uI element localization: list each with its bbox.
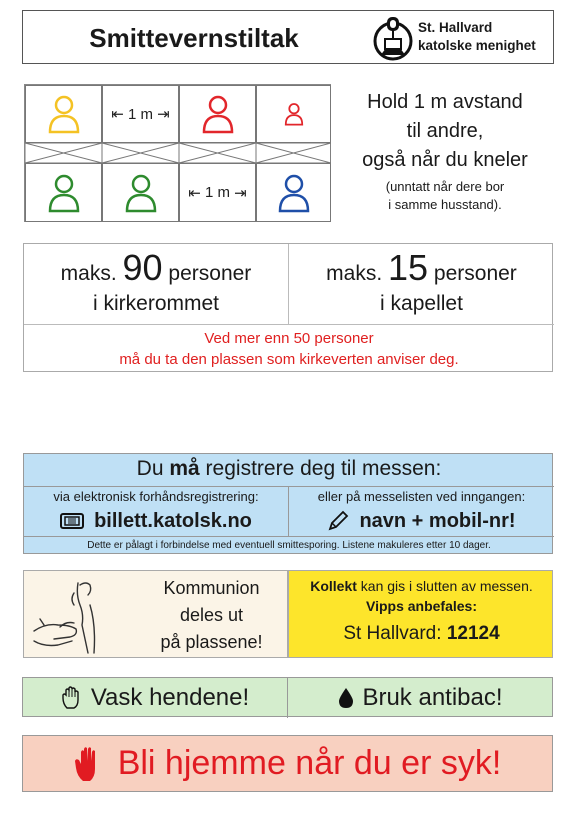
distance-note xyxy=(340,178,550,214)
parish-line-2: katolske menighet xyxy=(418,38,536,53)
parish-name xyxy=(418,19,553,55)
vipps-number: 12124 xyxy=(446,623,500,644)
list-registration xyxy=(289,486,554,536)
list-label: eller på messelisten ved inngangen: xyxy=(317,489,526,504)
distance-line-1: Hold 1 m avstand xyxy=(367,91,523,113)
collection-text: kan gis i slutten av messen. xyxy=(356,578,533,594)
seat-cell xyxy=(256,163,331,222)
person-icon xyxy=(284,102,304,126)
stay-home-text: Bli hjemme når du er syk! xyxy=(117,744,502,782)
communion-text xyxy=(139,575,284,656)
parish-line-1: St. Hallvard xyxy=(418,20,493,35)
page-title: Smittevernstiltak xyxy=(89,22,299,53)
wash-hands xyxy=(23,678,288,718)
reg-title-pre: Du xyxy=(136,457,170,480)
collection-box xyxy=(288,570,553,658)
chapel-capacity xyxy=(289,244,554,324)
cap-unit: personer xyxy=(433,262,517,285)
distance-label: 1 m xyxy=(127,105,153,123)
cap-unit: personer xyxy=(168,262,252,285)
chapel-max-number: 15 xyxy=(388,247,429,288)
person-icon xyxy=(201,94,235,134)
distance-instructions xyxy=(340,88,550,175)
hygiene-box xyxy=(22,677,553,717)
person-icon xyxy=(47,94,81,134)
list-value: navn + mobil-nr! xyxy=(359,510,516,532)
cap-prefix: maks. xyxy=(326,262,383,285)
seat-cell xyxy=(179,85,256,143)
seat-cell xyxy=(256,85,331,143)
distance-line-3: også når du kneler xyxy=(362,149,528,171)
pencil-icon xyxy=(327,510,349,532)
chapel-place: i kapellet xyxy=(380,292,463,315)
distance-label: 1 m xyxy=(204,184,230,201)
seat-cell xyxy=(25,163,102,222)
wash-text: Vask hendene! xyxy=(90,684,250,711)
stay-home-box xyxy=(22,735,553,792)
communion-line-2: deles ut xyxy=(179,605,244,625)
ticket-icon xyxy=(60,513,84,529)
distance-marker: ⇤ 1 m ⇥ xyxy=(179,163,256,222)
capacity-warning xyxy=(24,324,554,373)
note-line-1: (unntatt når dere bor xyxy=(385,179,505,194)
communion-box xyxy=(23,570,288,658)
online-registration-link[interactable]: billett.katolsk.no xyxy=(94,510,252,532)
online-label: via elektronisk forhåndsregistrering: xyxy=(53,489,259,504)
warning-line-2: må du ta den plassen som kirkeverten anviser deg. xyxy=(119,351,459,368)
online-registration xyxy=(24,486,289,536)
seat-cell xyxy=(25,85,102,143)
church-max-number: 90 xyxy=(122,247,163,288)
distance-line-2: til andre, xyxy=(406,120,484,142)
person-icon xyxy=(124,173,158,213)
seat-cell xyxy=(102,163,179,222)
hands-icon xyxy=(30,575,130,655)
registration-title xyxy=(24,457,554,481)
antibac-text: Bruk antibac! xyxy=(362,684,503,711)
header xyxy=(22,10,554,64)
vipps-number-line xyxy=(289,621,554,647)
reg-title-bold: må xyxy=(169,457,200,480)
hand-icon xyxy=(61,686,83,710)
use-antibac xyxy=(288,678,553,718)
distancing-diagram xyxy=(24,84,331,222)
distance-marker: ⇤ 1 m ⇥ xyxy=(102,85,179,143)
note-line-2: i samme husstand). xyxy=(388,197,502,212)
drop-icon xyxy=(338,687,354,709)
collection-line-1 xyxy=(289,577,554,595)
vipps-recommend: Vipps anbefales: xyxy=(365,598,477,614)
capacity-box xyxy=(23,243,553,372)
list-value-row xyxy=(289,507,554,535)
collection-label: Kollekt xyxy=(310,578,357,594)
person-icon xyxy=(277,173,311,213)
registration-footnote: Dette er pålagt i forbindelse med eventuell smittesporing. Listene makuleres etter 10 dager. xyxy=(24,536,554,555)
blocked-row xyxy=(25,143,331,163)
vipps-recipient: St Hallvard: xyxy=(343,623,447,644)
registration-box xyxy=(23,453,553,554)
church-place: i kirkerommet xyxy=(92,292,219,315)
church-capacity xyxy=(24,244,289,324)
cap-prefix: maks. xyxy=(60,262,117,285)
reg-title-post: registrere deg til messen: xyxy=(199,457,442,480)
church-logo-icon xyxy=(371,15,415,61)
person-icon xyxy=(47,173,81,213)
warning-line-1: Ved mer enn 50 personer xyxy=(204,330,374,347)
communion-line-1: Kommunion xyxy=(163,578,260,598)
communion-line-3: på plassene! xyxy=(160,632,263,652)
online-value-row xyxy=(24,507,288,535)
stop-hand-icon xyxy=(74,746,104,782)
